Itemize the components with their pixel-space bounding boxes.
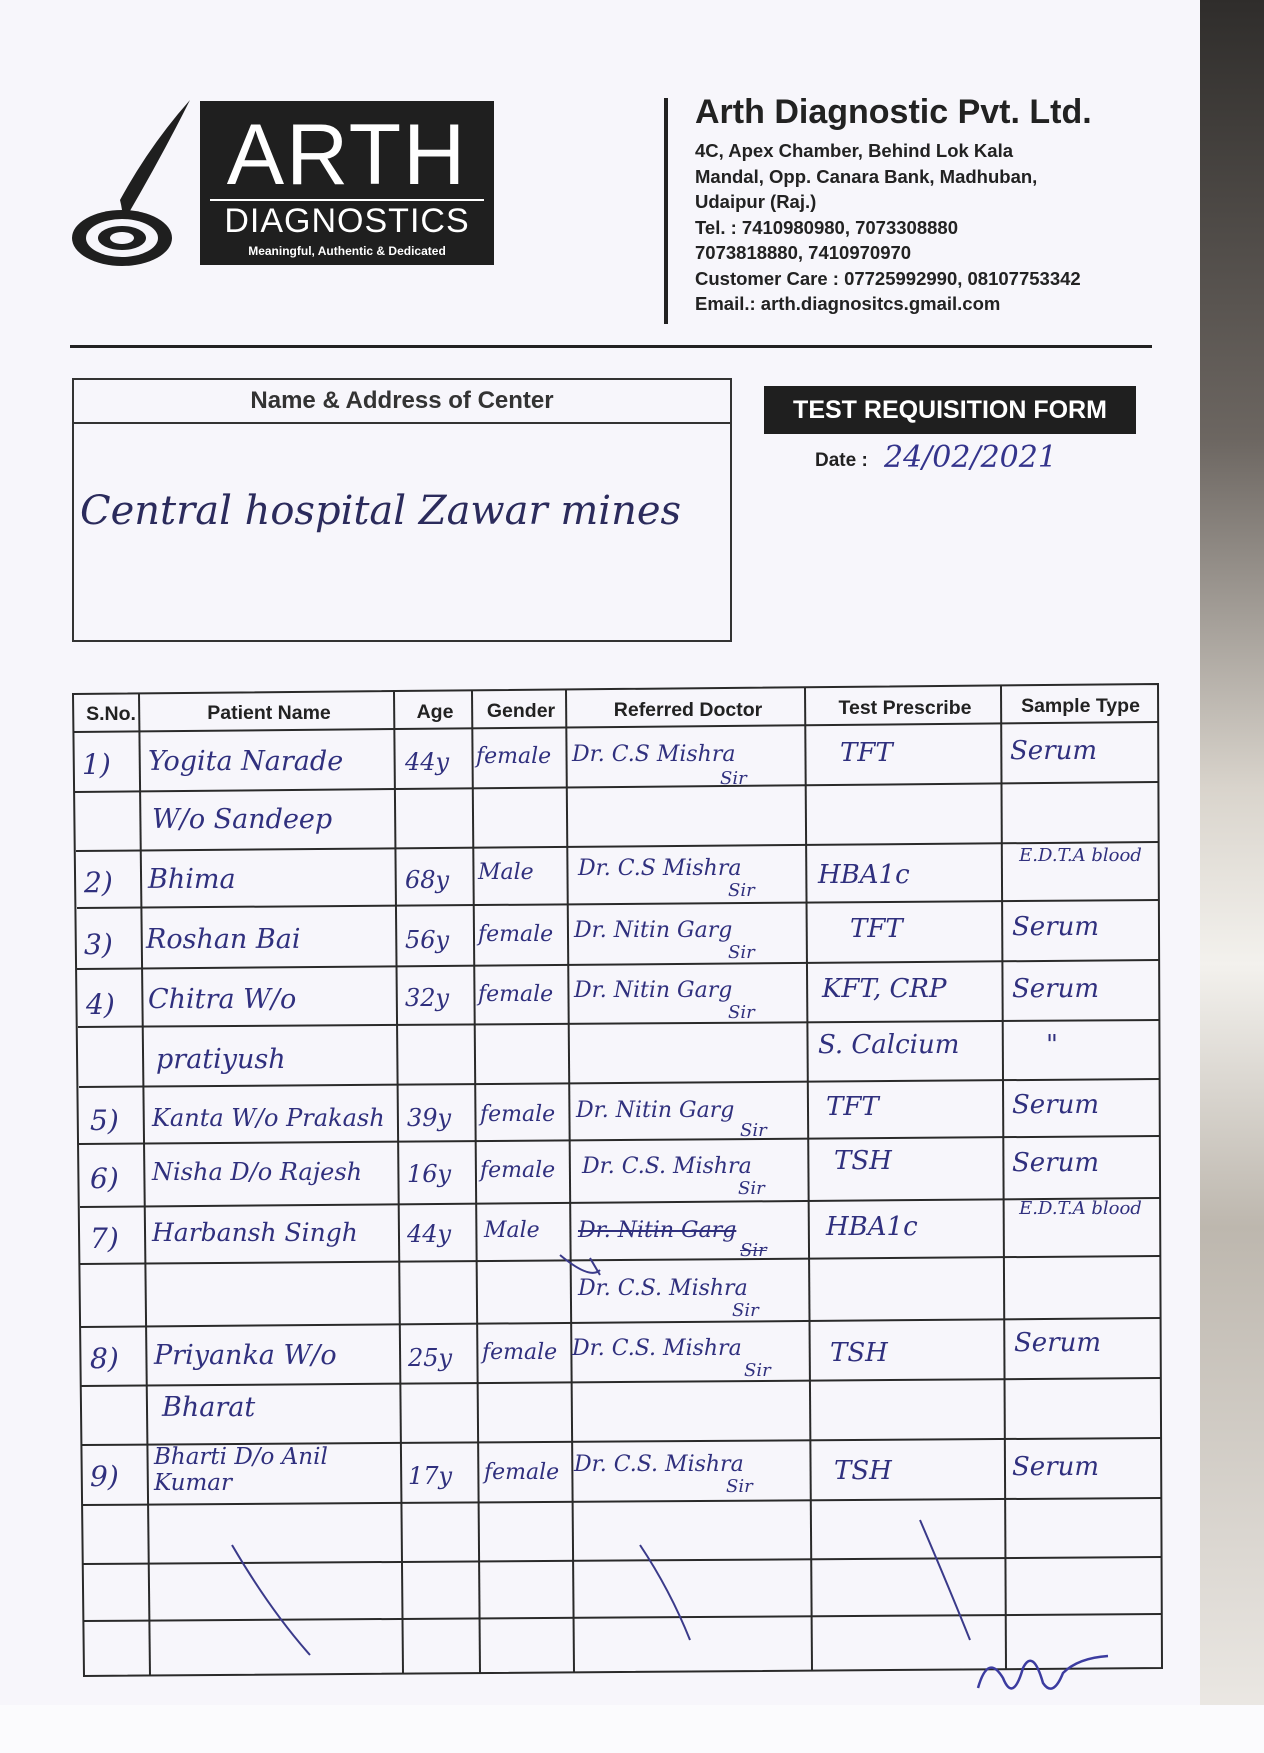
row-sno: 4) (86, 988, 115, 1021)
referred-doctor: Dr. C.S. Mishra (582, 1154, 752, 1179)
logo-title: ARTH (226, 107, 468, 203)
doctor-suffix: Sir (720, 768, 747, 789)
row-line (81, 1318, 1161, 1327)
test-prescribe: TSH (830, 1338, 888, 1368)
header-divider (664, 98, 668, 324)
patient-name: Roshan Bai (146, 924, 301, 955)
row-line (77, 960, 1159, 969)
patient-gender: female (480, 1102, 556, 1127)
patient-name: Harbansh Singh (152, 1218, 358, 1247)
strike-slash (920, 1520, 970, 1640)
patient-gender: female (478, 922, 554, 947)
referred-doctor: Dr. C.S Mishra (578, 856, 742, 881)
sample-type: E.D.T.A blood (1019, 1198, 1142, 1219)
center-box (72, 378, 732, 642)
sample-type: Serum (1014, 1328, 1102, 1358)
strike-slash (640, 1545, 690, 1640)
row-line (76, 842, 1159, 851)
logo-subtitle: DIAGNOSTICS (224, 202, 470, 240)
correction-arrow (560, 1255, 600, 1275)
doctor-suffix: Sir (738, 1178, 765, 1199)
doctor-suffix: Sir (732, 1300, 759, 1321)
sample-type: E.D.T.A blood (1019, 845, 1142, 866)
patient-age: 17y (408, 1462, 453, 1490)
patient-age: 56y (405, 926, 450, 954)
doctor-suffix: Sir (740, 1120, 767, 1141)
header-rule (70, 345, 1152, 348)
header-sample-type: Sample Type (1021, 695, 1140, 717)
row-sno: 8) (90, 1342, 119, 1375)
patient-gender: Male (478, 860, 534, 885)
row-line (79, 1136, 1160, 1144)
referred-doctor: Dr. Nitin Garg (574, 978, 733, 1003)
patient-age: 68y (405, 866, 450, 894)
phone-line: Tel. : 7410980980, 7073308880 (695, 216, 958, 238)
sample-type-ditto: " (1046, 1030, 1058, 1060)
row-sno: 9) (90, 1460, 119, 1493)
patient-gender: female (476, 744, 552, 769)
patient-age: 44y (405, 748, 450, 776)
patient-age: 32y (405, 984, 450, 1012)
column-line (139, 694, 150, 1676)
header-gender: Gender (486, 700, 556, 722)
patient-gender: female (484, 1460, 560, 1485)
target-check-logo-icon (70, 100, 200, 270)
test-prescribe: KFT, CRP (822, 974, 947, 1004)
patient-name-continued: Bharat (162, 1392, 256, 1423)
email-line: Email.: arth.diagnositcs.gmail.com (695, 293, 1001, 314)
scanner-edge (1200, 0, 1264, 1753)
patient-name: Bharti D/o Anil Kumar (154, 1444, 328, 1496)
logo-divider (210, 199, 484, 201)
row-line (81, 1378, 1161, 1386)
center-heading: Name & Address of Center (74, 380, 730, 424)
row-line (80, 1256, 1160, 1264)
doctor-suffix: Sir (728, 942, 755, 963)
column-line (1001, 686, 1006, 1669)
row-line (78, 1020, 1159, 1027)
test-prescribe: TSH (834, 1456, 892, 1486)
date-label: Date : (815, 450, 868, 471)
customer-care-line: Customer Care : 07725992990, 08107753342 (695, 267, 1081, 289)
sample-type: Serum (1010, 736, 1098, 766)
column-line (566, 690, 574, 1672)
doctor-suffix: Sir (728, 1002, 755, 1023)
test-prescribe: TSH (834, 1146, 892, 1176)
row-line (83, 1614, 1162, 1621)
patient-name-continued: pratiyush (156, 1044, 286, 1075)
patient-name: Kanta W/o Prakash (152, 1104, 385, 1132)
referred-doctor: Dr. Nitin Garg (574, 918, 733, 943)
doctor-suffix: Sir (744, 1360, 771, 1381)
patient-name: Bhima (148, 864, 236, 895)
row-sno: 2) (84, 866, 113, 899)
row-sno: 3) (84, 928, 113, 961)
phone-line: 7073818880, 7410970970 (695, 242, 912, 263)
sample-type: Serum (1012, 1148, 1100, 1178)
test-prescribe: TFT (840, 738, 893, 768)
header-patient-name: Patient Name (207, 702, 331, 724)
test-prescribe: TFT (850, 914, 903, 944)
scanner-bottom (0, 1705, 1264, 1753)
row-sno: 6) (90, 1162, 119, 1195)
center-name: Central hospital Zawar mines (80, 488, 682, 534)
patient-name: Yogita Narade (148, 746, 344, 777)
header-test-prescribe: Test Prescribe (838, 697, 972, 719)
doctor-suffix: Sir (726, 1476, 753, 1497)
address-line: Udaipur (Raj.) (695, 191, 817, 212)
strike-slash (232, 1545, 310, 1655)
sample-type: Serum (1012, 912, 1100, 942)
sample-type: Serum (1012, 1452, 1100, 1482)
patient-name: Nisha D/o Rajesh (152, 1158, 363, 1186)
test-prescribe: HBA1c (818, 860, 910, 890)
patient-name: Priyanka W/o (154, 1340, 337, 1371)
form-title: TEST REQUISITION FORM (764, 386, 1136, 434)
referred-doctor-correction: Dr. C.S. Mishra (578, 1276, 748, 1301)
row-line (82, 1498, 1161, 1505)
address-line: 4C, Apex Chamber, Behind Lok Kala (695, 140, 1014, 161)
row-line (80, 1198, 1160, 1207)
company-name: Arth Diagnostic Pvt. Ltd. (695, 93, 1092, 131)
row-line (77, 900, 1159, 908)
column-line (394, 692, 403, 1673)
signature-mark (968, 1648, 1118, 1705)
row-line (83, 1557, 1162, 1564)
referred-doctor: Dr. C.S. Mishra (572, 1336, 742, 1361)
patient-name-continued: W/o Sandeep (152, 804, 333, 835)
referred-doctor: Dr. C.S Mishra (572, 742, 736, 767)
date-value: 24/02/2021 (884, 440, 1057, 475)
row-line (79, 1079, 1160, 1087)
test-prescribe: S. Calcium (818, 1030, 960, 1060)
patient-age: 44y (407, 1220, 452, 1248)
brand-logo (200, 101, 494, 265)
row-sno: 1) (82, 748, 111, 781)
patient-gender: female (482, 1340, 558, 1365)
referred-doctor: Dr. Nitin Garg (576, 1098, 735, 1123)
referred-doctor: Dr. C.S. Mishra (574, 1452, 744, 1477)
test-prescribe: HBA1c (826, 1212, 918, 1242)
company-info (695, 92, 1175, 317)
patient-age: 25y (408, 1344, 453, 1372)
referred-doctor-struck: Dr. Nitin Garg (578, 1218, 737, 1243)
doctor-suffix: Sir (728, 880, 755, 901)
logo-tagline: Meaningful, Authentic & Dedicated (248, 244, 446, 258)
patient-age: 16y (407, 1160, 452, 1188)
column-line (805, 688, 812, 1670)
patient-age: 39y (407, 1104, 452, 1132)
patient-name: Chitra W/o (148, 984, 297, 1015)
test-prescribe: TFT (826, 1092, 879, 1122)
header-sno: S.No. (86, 703, 136, 725)
row-line (75, 782, 1158, 792)
header-age: Age (416, 701, 454, 723)
row-sno: 7) (90, 1222, 119, 1255)
patient-gender: female (480, 1158, 556, 1183)
column-line (472, 691, 480, 1673)
patient-gender: female (478, 982, 554, 1007)
sample-type: Serum (1012, 1090, 1100, 1120)
row-sno: 5) (90, 1104, 119, 1137)
patient-gender: Male (484, 1218, 540, 1243)
address-line: Mandal, Opp. Canara Bank, Madhuban, (695, 165, 1038, 187)
header-referred-doctor: Referred Doctor (613, 699, 763, 721)
sample-type: Serum (1012, 974, 1100, 1004)
doctor-suffix: Sir (740, 1240, 767, 1261)
